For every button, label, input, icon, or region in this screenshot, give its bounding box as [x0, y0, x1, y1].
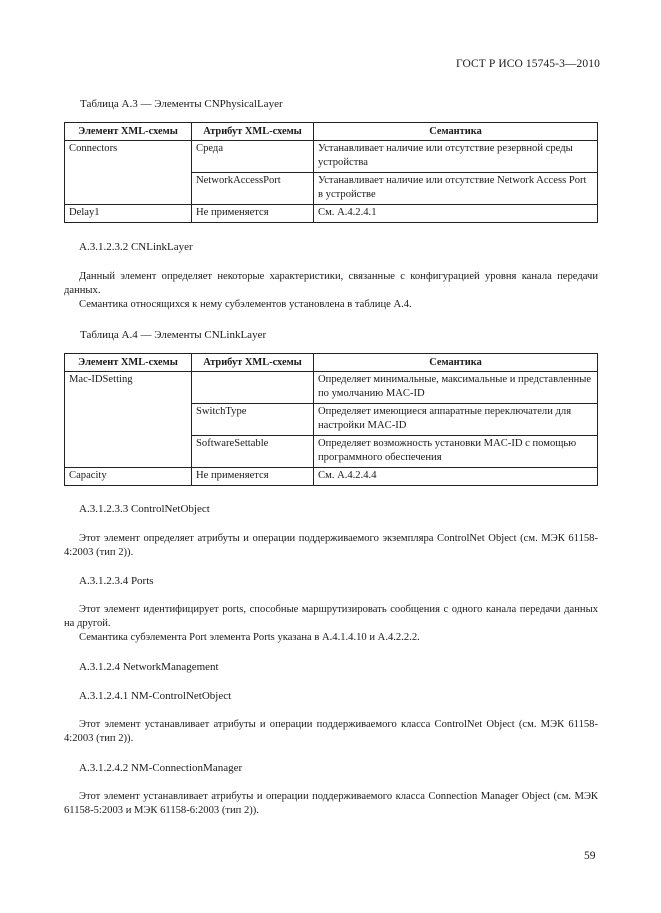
body-paragraph — [64, 790, 598, 818]
section-heading: А.3.1.2.3.4 Ports — [79, 575, 154, 587]
cell-element: Capacity — [65, 468, 192, 486]
table-a3 — [64, 122, 598, 223]
cell-attribute — [192, 372, 314, 404]
section-heading: А.3.1.2.3.2 CNLinkLayer — [79, 241, 193, 253]
body-paragraph — [64, 718, 598, 746]
body-paragraph — [64, 532, 598, 560]
document-header: ГОСТ Р ИСО 15745-3—2010 — [456, 58, 600, 70]
table-a3-caption: Таблица А.3 — Элементы CNPhysicalLayer — [80, 98, 283, 110]
cell-attribute: Среда — [192, 141, 314, 173]
column-header-element: Элемент XML-схемы — [65, 354, 192, 372]
paragraph-text: Семантика относящихся к нему субэлементов установлена в таблице А.4. — [79, 299, 412, 310]
paragraph-text: Этот элемент идентифицирует ports, способные маршрутизировать сообщения с одного канала передачи данных на другой. — [64, 604, 598, 629]
paragraph-text: Этот элемент устанавливает атрибуты и операции поддерживаемого класса ControlNet Object (см. МЭК 61158-4:2003 (тип 2)). — [64, 719, 598, 744]
column-header-attribute: Атрибут XML-схемы — [192, 354, 314, 372]
cell-semantics: Определяет минимальные, максимальные и представленные по умолчанию MAC-ID — [314, 372, 598, 404]
cell-attribute: SoftwareSettable — [192, 436, 314, 468]
cell-semantics: Определяет возможность установки MAC-ID с помощью программного обеспечения — [314, 436, 598, 468]
cell-attribute: SwitchType — [192, 404, 314, 436]
section-heading: А.3.1.2.3.3 ControlNetObject — [79, 503, 210, 515]
table-header-row — [65, 354, 598, 372]
cell-element: Delay1 — [65, 205, 192, 223]
cell-semantics: См. А.4.2.4.4 — [314, 468, 598, 486]
cell-semantics: Устанавливает наличие или отсутствие Network Access Port в устройстве — [314, 173, 598, 205]
section-heading: А.3.1.2.4 NetworkManagement — [79, 661, 219, 673]
paragraph-text: Семантика субэлемента Port элемента Ports указана в А.4.1.4.10 и А.4.2.2.2. — [79, 632, 420, 643]
paragraph-text: Этот элемент определяет атрибуты и операции поддерживаемого экземпляра ControlNet Object (см. МЭК 61158-4:2003 (тип 2)). — [64, 533, 598, 558]
body-paragraph — [64, 603, 598, 645]
table-row — [65, 141, 598, 173]
column-header-attribute: Атрибут XML-схемы — [192, 123, 314, 141]
cell-attribute: Не применяется — [192, 205, 314, 223]
cell-element: Connectors — [65, 141, 192, 205]
column-header-semantics: Семантика — [314, 354, 598, 372]
body-paragraph — [64, 270, 598, 312]
column-header-semantics: Семантика — [314, 123, 598, 141]
cell-semantics: Определяет имеющиеся аппаратные переключатели для настройки MAC-ID — [314, 404, 598, 436]
table-row — [65, 205, 598, 223]
table-header-row — [65, 123, 598, 141]
cell-element: Mac-IDSetting — [65, 372, 192, 468]
cell-semantics: Устанавливает наличие или отсутствие резервной среды устройства — [314, 141, 598, 173]
cell-attribute: Не применяется — [192, 468, 314, 486]
cell-semantics: См. А.4.2.4.1 — [314, 205, 598, 223]
table-row — [65, 468, 598, 486]
section-heading: А.3.1.2.4.1 NM-ControlNetObject — [79, 690, 232, 702]
cell-attribute: NetworkAccessPort — [192, 173, 314, 205]
paragraph-text: Данный элемент определяет некоторые характеристики, связанные с конфигурацией уровня канала передачи данных. — [64, 271, 598, 296]
table-a4-caption: Таблица А.4 — Элементы CNLinkLayer — [80, 329, 267, 341]
paragraph-text: Этот элемент устанавливает атрибуты и операции поддерживаемого класса Connection Manager Object (см. МЭК 61158-5:2003 и МЭК 61158-6:2003 (тип 2)). — [64, 791, 598, 816]
table-a4 — [64, 353, 598, 486]
table-row — [65, 372, 598, 404]
column-header-element: Элемент XML-схемы — [65, 123, 192, 141]
page-number: 59 — [584, 850, 596, 862]
section-heading: А.3.1.2.4.2 NM-ConnectionManager — [79, 762, 243, 774]
